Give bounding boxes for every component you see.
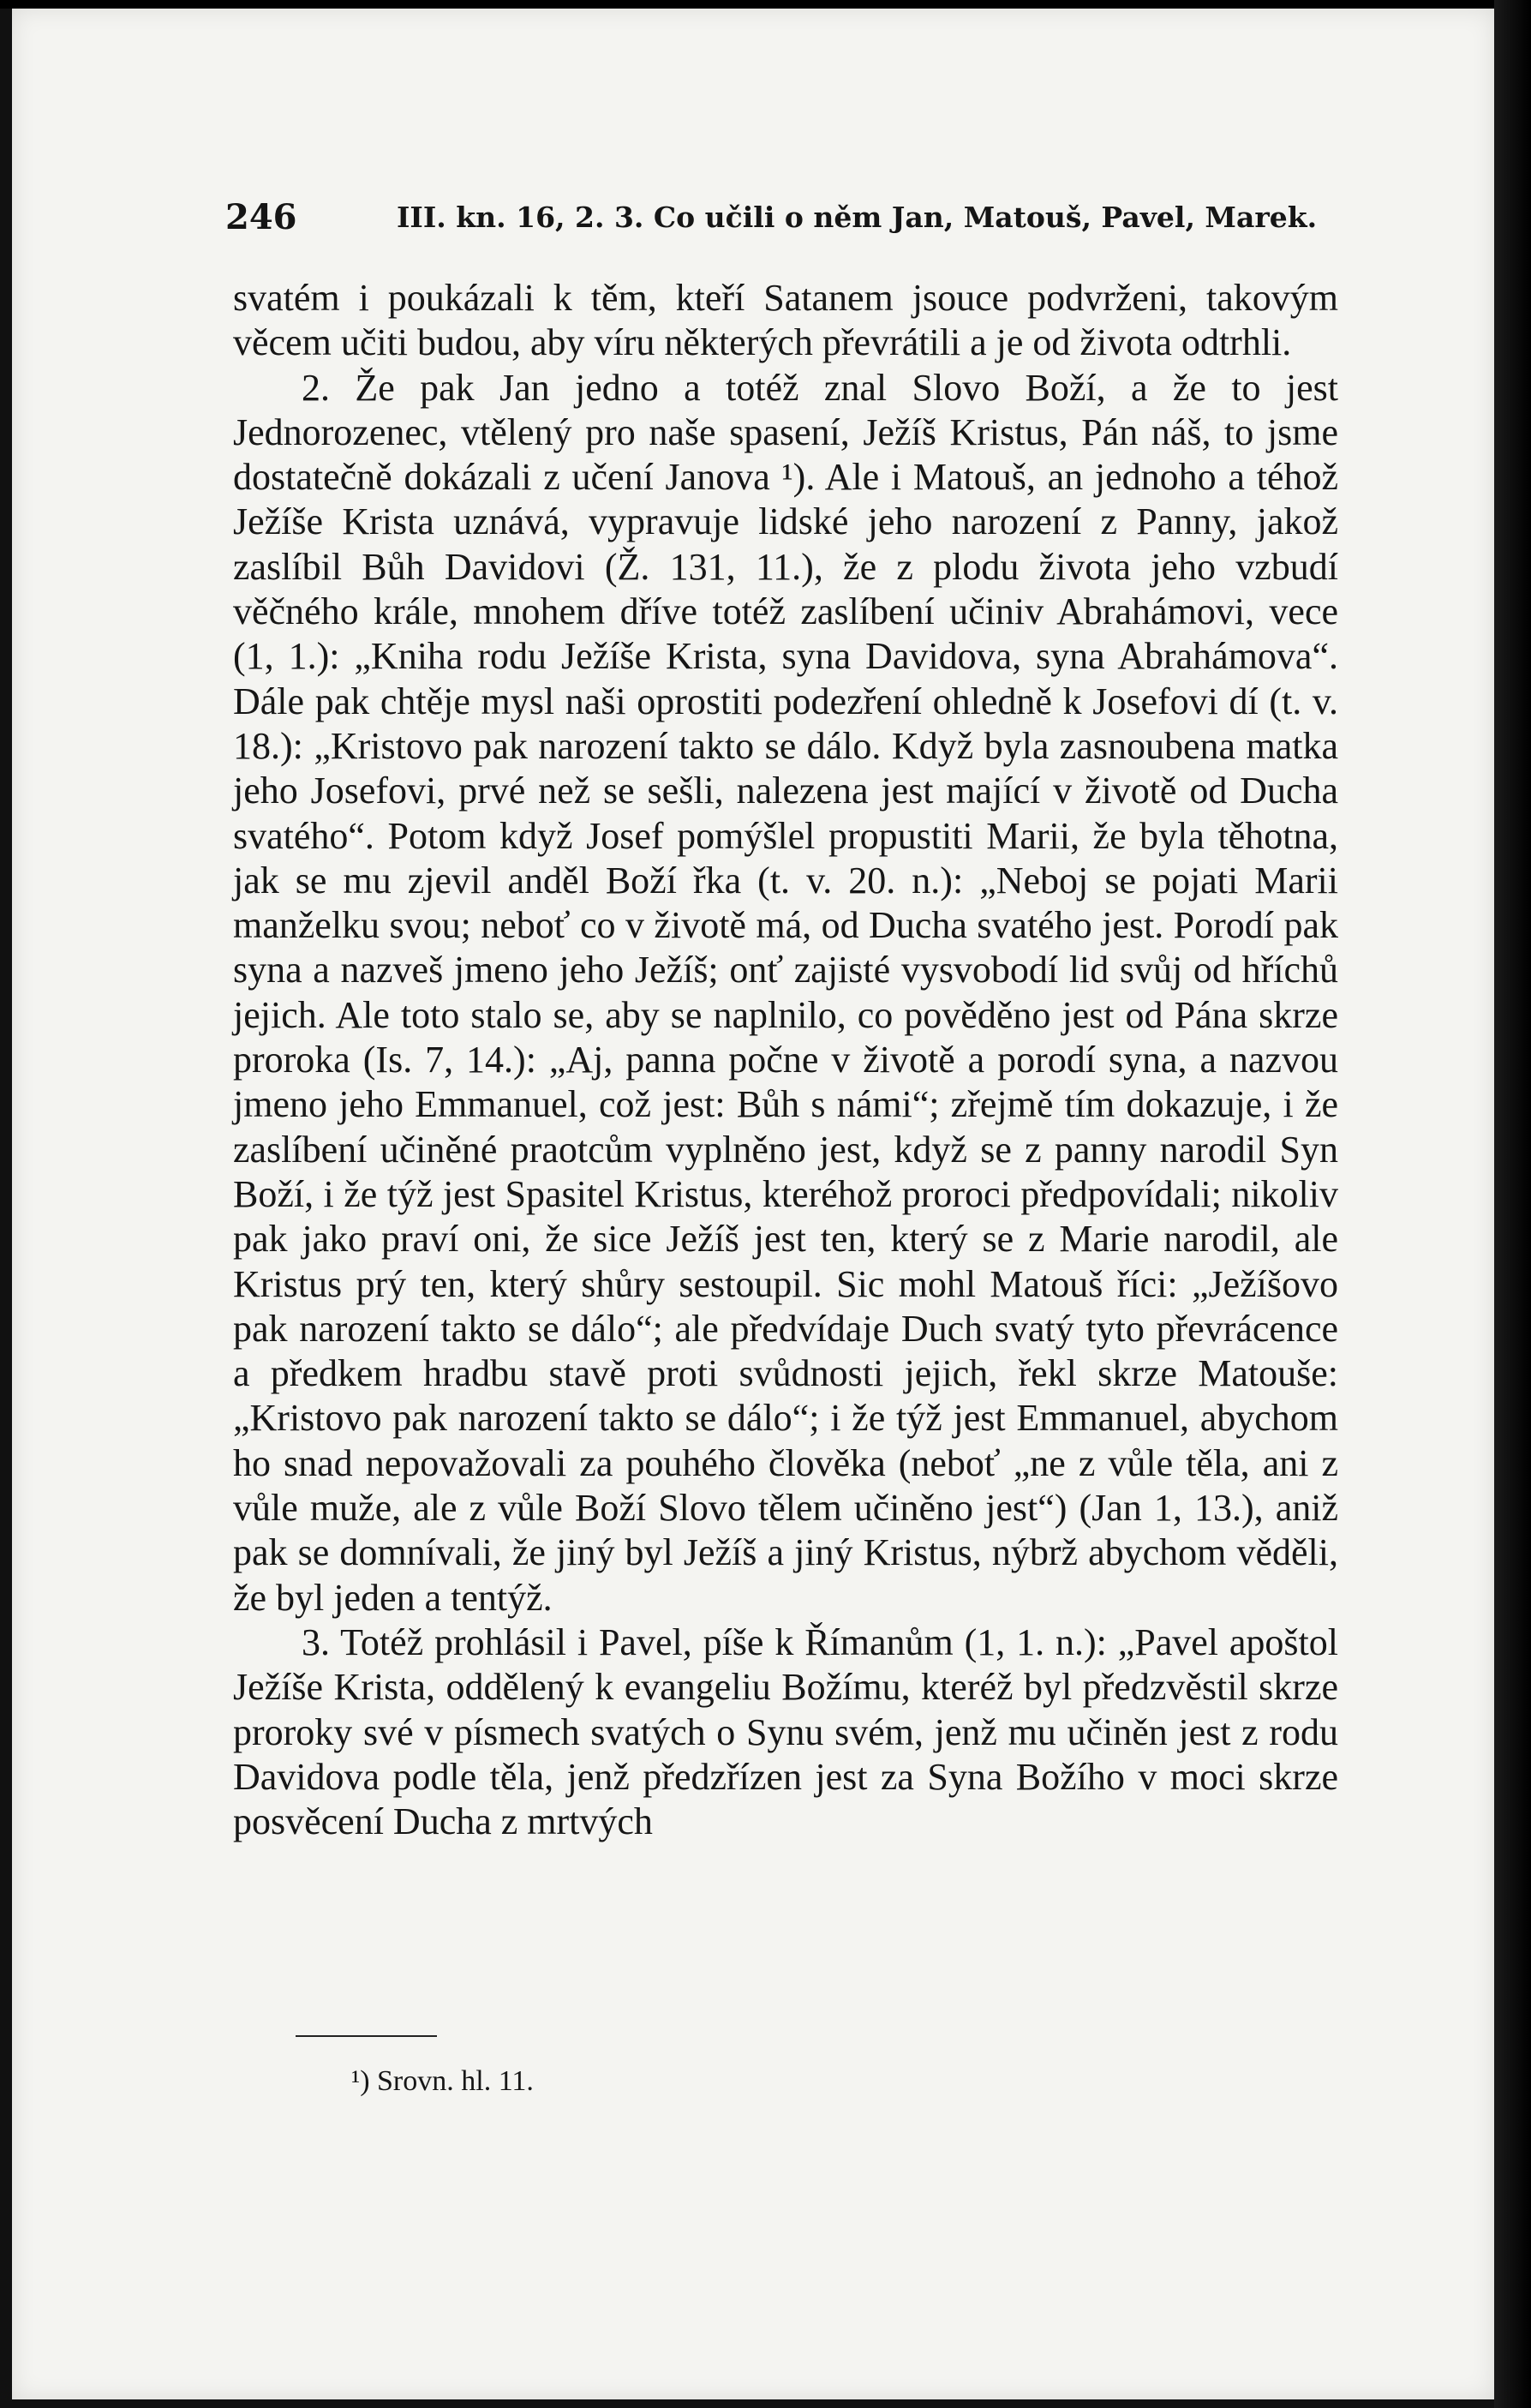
scan-top-edge (0, 0, 1531, 9)
chapter-heading: III. kn. 16, 2. 3. Co učili o něm Jan, Matouš, Pavel, Marek. (397, 201, 1318, 234)
footnote-divider (296, 2035, 437, 2037)
footnote (351, 2065, 534, 2098)
paragraph-continuation: svatém i poukázali k těm, kteří Satanem jsouce podvrženi, takovým věcem učiti budou, aby víru některých převrátili a je od života odtrhli. (233, 277, 1338, 364)
page-number: 246 (225, 197, 297, 237)
paragraph-3: 3. Totéž prohlásil i Pavel, píše k Římanům (1, 1. n.): „Pavel apoštol Ježíše Krista, oddělený k evangeliu Božímu, kteréž byl předzvěstil skrze proroky své v písmech svatých o Synu svém, jenž mu učiněn jest z rodu Davidova podle těla, jenž předzřízen jest za Syna Božího v moci skrze posvěcení Ducha z mrtvých (233, 1620, 1338, 1843)
running-head (225, 197, 1339, 249)
footnote-marker: ¹) (351, 2065, 370, 2097)
footnote-text: Srovn. hl. 11. (377, 2065, 534, 2097)
scan-right-edge (1494, 0, 1531, 2408)
paragraph-2: 2. Že pak Jan jedno a totéž znal Slovo Boží, a že to jest Jednorozenec, vtělený pro naše spasení, Ježíš Kristus, Pán náš, to jsme dostatečně dokázali z učení Janova ¹). Ale i Matouš, an jednoho a téhož Ježíše Krista uznává, vypravuje lidské jeho narození z Panny, jakož zaslíbil Bůh Davidovi (Ž. 131, 11.), že z plodu života jeho vzbudí věčného krále, mnohem dříve totéž zaslíbení učiniv Abrahámovi, vece (1, 1.): „Kniha rodu Ježíše Krista, syna Davidova, syna Abrahámova“. Dále pak chtěje mysl naši oprostiti podezření ohledně k Josefovi dí (t. v. 18.): „Kristovo pak narození takto se dálo. Když byla zasnoubena matka jeho Josefovi, prvé než se sešli, nalezena jest mající v životě od Ducha svatého“. Potom když Josef pomýšlel propustiti Marii, že byla těhotna, jak se mu zjevil anděl Boží řka (t. v. 20. n.): „Neboj se pojati Marii manželku svou; neboť co v životě má, od Ducha svatého jest. Porodí pak syna a nazveš jmeno jeho Ježíš; onť zajisté vysvobodí lid svůj od hříchů jejich. Ale toto stalo se, aby se naplnilo, co pověděno jest od Pána skrze proroka (Is. 7, 14.): „Aj, panna počne v životě a porodí syna, a nazvou jmeno jeho Emmanuel, což jest: Bůh s námi“; zřejmě tím dokazuje, i že zaslíbení učiněné praotcům vyplněno jest, když se z panny narodil Syn Boží, i že týž jest Spasitel Kristus, kteréhož proroci předpovídali; nikoliv pak jako praví oni, že sice Ježíš jest ten, který se z Marie narodil, ale Kristus prý ten, který shůry sestoupil. Sic mohl Matouš říci: „Ježíšovo pak narození takto se dálo“; ale předvídaje Duch svatý tyto převrácence a předkem hradbu stavě proti svůdnosti jejich, řekl skrze Matouše: „Kristovo pak narození takto se dálo“; i že týž jest Emmanuel, abychom ho snad nepovažovali za pouhého člověka (neboť „ne z vůle těla, ani z vůle muže, ale z vůle Boží Slovo tělem učiněno jest“) (Jan 1, 13.), aniž pak se domnívali, že jiný byl Ježíš a jiný Kristus, nýbrž abychom věděli, že byl jeden a tentýž. (233, 366, 1338, 1619)
body-text (233, 276, 1338, 1844)
